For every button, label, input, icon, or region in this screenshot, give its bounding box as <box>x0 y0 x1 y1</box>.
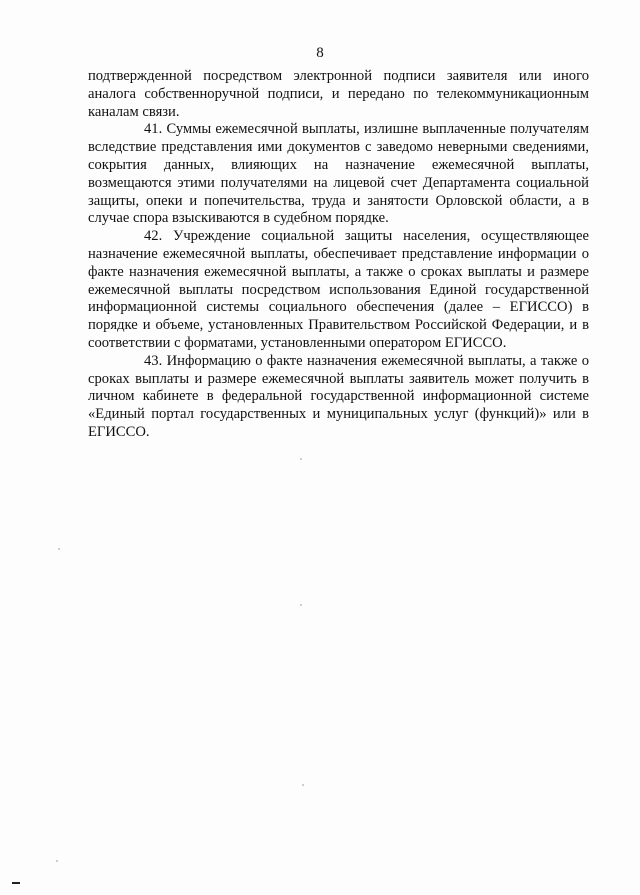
paragraph-continuation: подтвержденной посредством электронной подписи заявителя или иного аналога собственноручной подписи, и передано по телекоммуникационным каналам связи. <box>88 68 589 120</box>
paragraph-42: 42. Учреждение социальной защиты населения, осуществляющее назначение ежемесячной выплаты, обеспечивает представление информации о факте назначения ежемесячной выплаты, а также о сроках выплаты и размере ежемесячной выплаты посредством использования Единой государственной информационной системы социального обеспечения (далее – ЕГИССО) в порядке и объеме, установленных Правительством Российской Федерации, и в соответствии с форматами, установленными оператором ЕГИССО. <box>88 228 589 351</box>
scan-artifact <box>300 458 302 460</box>
scan-edge-mark <box>12 882 20 884</box>
scan-artifact <box>58 548 60 550</box>
paragraph-41: 41. Суммы ежемесячной выплаты, излишне выплаченные получателям вследствие представления ими документов с заведомо неверными сведениями, сокрытия данных, влияющих на назначение ежемесячной выплаты, возмещаются этими получателями на лицевой счет Департамента социальной защиты, опеки и попечительства, труда и занятости Орловской области, а в случае спора взыскиваются в судебном порядке. <box>88 121 589 227</box>
scan-artifact <box>300 604 302 606</box>
document-body <box>88 68 589 442</box>
scan-artifact <box>56 860 58 862</box>
paragraph-43: 43. Информацию о факте назначения ежемесячной выплаты, а также о сроках выплаты и размере ежемесячной выплаты заявитель может получить в личном кабинете в федеральной государственной информационной системе «Единый портал государственных и муниципальных услуг (функций)» или в ЕГИССО. <box>88 352 589 440</box>
scan-artifact <box>302 784 304 786</box>
page-number: 8 <box>316 45 324 61</box>
